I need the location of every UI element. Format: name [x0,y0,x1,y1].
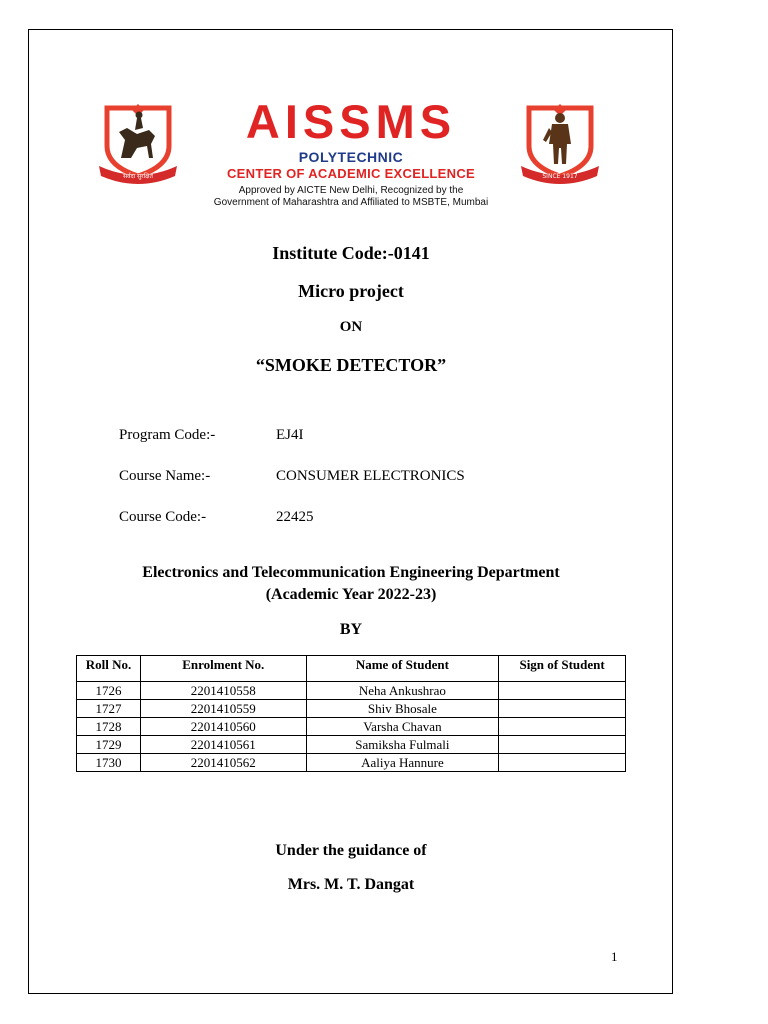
roll-no-cell: 1728 [77,718,141,736]
table-row [77,736,626,754]
program-code-label: Program Code:- [119,427,216,443]
roll-no-cell: 1727 [77,700,141,718]
header-roll-no: Roll No. [77,656,141,682]
enrolment-no-cell: 2201410561 [140,736,306,754]
sign-cell [499,754,626,772]
by-heading: BY [339,621,363,638]
page-number: 1 [611,949,618,964]
project-name: “SMOKE DETECTOR” [255,355,447,375]
course-code-value: 22425 [276,509,314,525]
sign-cell [499,682,626,700]
left-emblem-motto: सर्वदा सुरक्षित [123,173,153,180]
table-row [77,682,626,700]
table-row [77,754,626,772]
department-block [0,562,702,606]
table-row [77,700,626,718]
student-name-cell: Neha Ankushrao [306,682,499,700]
sign-cell [499,700,626,718]
student-name-cell: Samiksha Fulmali [306,736,499,754]
roll-no-cell: 1729 [77,736,141,754]
guide-name: Mrs. M. T. Dangat [287,876,415,893]
academic-year: (Academic Year 2022-23) [265,586,437,603]
institute-code: Institute Code:-0141 [272,243,430,263]
guidance-label: Under the guidance of [275,842,427,859]
department-name: Electronics and Telecommunication Engineering Department [142,564,560,581]
enrolment-no-cell: 2201410560 [140,718,306,736]
students-table [76,655,626,772]
header-enrolment-no: Enrolment No. [140,656,306,682]
course-name-label: Course Name:- [119,468,211,484]
enrolment-no-cell: 2201410562 [140,754,306,772]
header-student-name: Name of Student [306,656,499,682]
on-heading: ON [339,319,363,335]
program-code-value: EJ4I [276,427,304,443]
roll-no-cell: 1730 [77,754,141,772]
enrolment-no-cell: 2201410559 [140,700,306,718]
student-name-cell: Shiv Bhosale [306,700,499,718]
student-name-cell: Aaliya Hannure [306,754,499,772]
micro-project-heading: Micro project [298,281,404,301]
course-name-value: CONSUMER ELECTRONICS [276,468,465,484]
table-row [77,718,626,736]
approval-text [0,185,702,209]
table-header-row [77,656,626,682]
course-code-label: Course Code:- [119,509,207,525]
approval-line-2: Government of Maharashtra and Affiliated to MSBTE, Mumbai [213,197,489,208]
sign-cell [499,736,626,754]
brand-name: AISSMS [245,95,457,148]
sign-cell [499,718,626,736]
header-student-sign: Sign of Student [499,656,626,682]
roll-no-cell: 1726 [77,682,141,700]
brand-tagline: CENTER OF ACADEMIC EXCELLENCE [226,166,475,181]
brand-polytechnic: POLYTECHNIC [298,149,404,165]
right-emblem-motto: SINCE 1917 [542,173,578,180]
enrolment-no-cell: 2201410558 [140,682,306,700]
approval-line-1: Approved by AICTE New Delhi, Recognized by the [238,185,464,196]
student-name-cell: Varsha Chavan [306,718,499,736]
